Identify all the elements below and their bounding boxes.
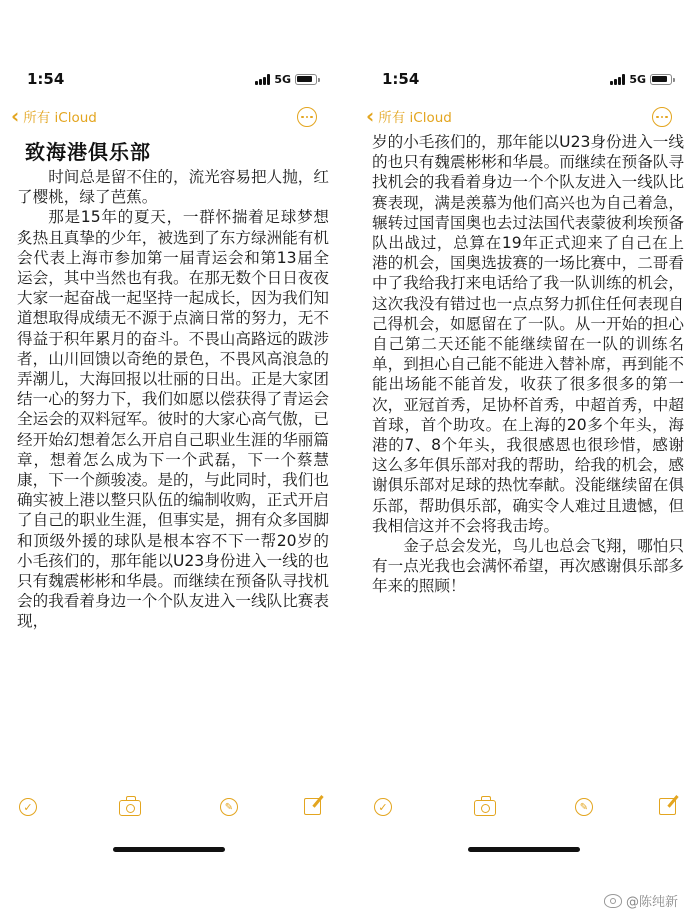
pen-icon[interactable]: ✎ [575,798,593,816]
note-paragraph: 时间总是留不住的，流光容易把人抛，红了樱桃，绿了芭蕉。 [17,168,329,207]
battery-icon [295,74,317,85]
home-indicator[interactable] [468,847,580,852]
network-label: 5G [629,73,646,86]
status-icons [255,73,317,86]
nav-bar [5,106,333,130]
signal-icon [255,74,270,85]
back-label: 所有 iCloud [23,110,97,126]
compose-icon[interactable] [659,798,676,815]
back-button[interactable] [366,106,452,126]
nav-bar [360,106,688,130]
weibo-watermark [604,891,678,910]
camera-icon[interactable] [119,800,141,816]
pen-icon[interactable]: ✎ [220,798,238,816]
weibo-icon [604,894,622,908]
signal-icon [610,74,625,85]
note-body[interactable] [372,132,684,597]
note-title: 致海港俱乐部 [25,140,151,164]
back-button[interactable] [11,106,97,126]
battery-icon [650,74,672,85]
note-paragraph: 那是15年的夏天，一群怀揣着足球梦想炙热且真挚的少年，被选到了东方绿洲能有机会代表上海市参加第一届青运会和第13届全运会，其中当然也有我。在那无数个日日夜夜大家一起奋战一起坚持一起成长，因为我们知道想取得成绩无不源于点滴日常的努力，无不得益于积年累月的奋斗。不畏山高路远的跋涉者，山川回馈以奇绝的景色，不畏风高浪急的弄潮儿，大海回报以壮丽的日出。正是大家团结一心的努力下，我们如愿以偿获得了青运会全运会的双料冠军。彼时的大家心高气傲，已经开始幻想着怎么开启自己职业生涯的华丽篇章，想着怎么成为下一个武磊，下一个蔡慧康，下一个颜骏凌。是的，与此同时，我们也确实被上港以整只队伍的编制收购，正式开启了自己的职业生涯，但事实是，拥有众多国脚和顶级外援的球队是根本容不下一帮20岁的小毛孩们的，那年能以U23身份进入一线的也只有魏震彬彬和华晨。而继续在预备队寻找机会的我看着身边一个个队友进入一线队比赛表现， [17,208,329,631]
network-label: 5G [274,73,291,86]
chevron-left-icon: ‹ [366,104,375,128]
chevron-left-icon: ‹ [11,104,20,128]
status-time: 1:54 [382,70,420,88]
status-bar [360,70,688,92]
home-indicator[interactable] [113,847,225,852]
bottom-toolbar [360,798,688,822]
more-button[interactable] [652,107,672,127]
status-bar [5,70,333,92]
compose-icon[interactable] [304,798,321,815]
note-paragraph: 金子总会发光，鸟儿也总会飞翔，哪怕只有一点光我也会满怀希望，再次感谢俱乐部多年来的照顾！ [372,537,684,596]
right-screenshot [360,56,688,866]
back-label: 所有 iCloud [378,110,452,126]
checklist-icon[interactable]: ✓ [19,798,37,816]
watermark-text: @陈纯新 [625,895,678,910]
more-button[interactable] [297,107,317,127]
note-paragraph: 岁的小毛孩们的，那年能以U23身份进入一线的也只有魏震彬彬和华晨。而继续在预备队寻找机会的我看着身边一个个队友进入一线队比赛表现，满是羡慕为他们高兴也为自己着急，辗转过国青国奥也去过法国代表蒙彼利埃预备队出战过，总算在19年正式迎来了自己在上港的机会，国奥选拔赛的一场比赛中，二哥看中了我给我打来电话给了我一队训练的机会，这次我没有错过也一点点努力抓住任何表现自己得机会，如愿留在了一队。从一开始的担心自己第二天还能不能继续留在一队的训练名单，到担心自己能不能进入替补席，再到能不能出场能不能首发，收获了很多很多的第一次，亚冠首秀，足协杯首秀，中超首秀，中超首球，首个助攻。在上海的20多个年头，海港的7、8个年头，我很感恩也很珍惜，感谢这么多年俱乐部对我的帮助，给我的机会，感谢俱乐部对足球的热忱奉献。没能继续留在俱乐部，帮助俱乐部，确实令人难过且遗憾，但我相信这并不会将我击垮。 [372,133,684,535]
camera-icon[interactable] [474,800,496,816]
note-body[interactable] [17,136,329,632]
status-time: 1:54 [27,70,65,88]
status-icons [610,73,672,86]
left-screenshot [5,56,333,866]
bottom-toolbar [5,798,333,822]
checklist-icon[interactable]: ✓ [374,798,392,816]
